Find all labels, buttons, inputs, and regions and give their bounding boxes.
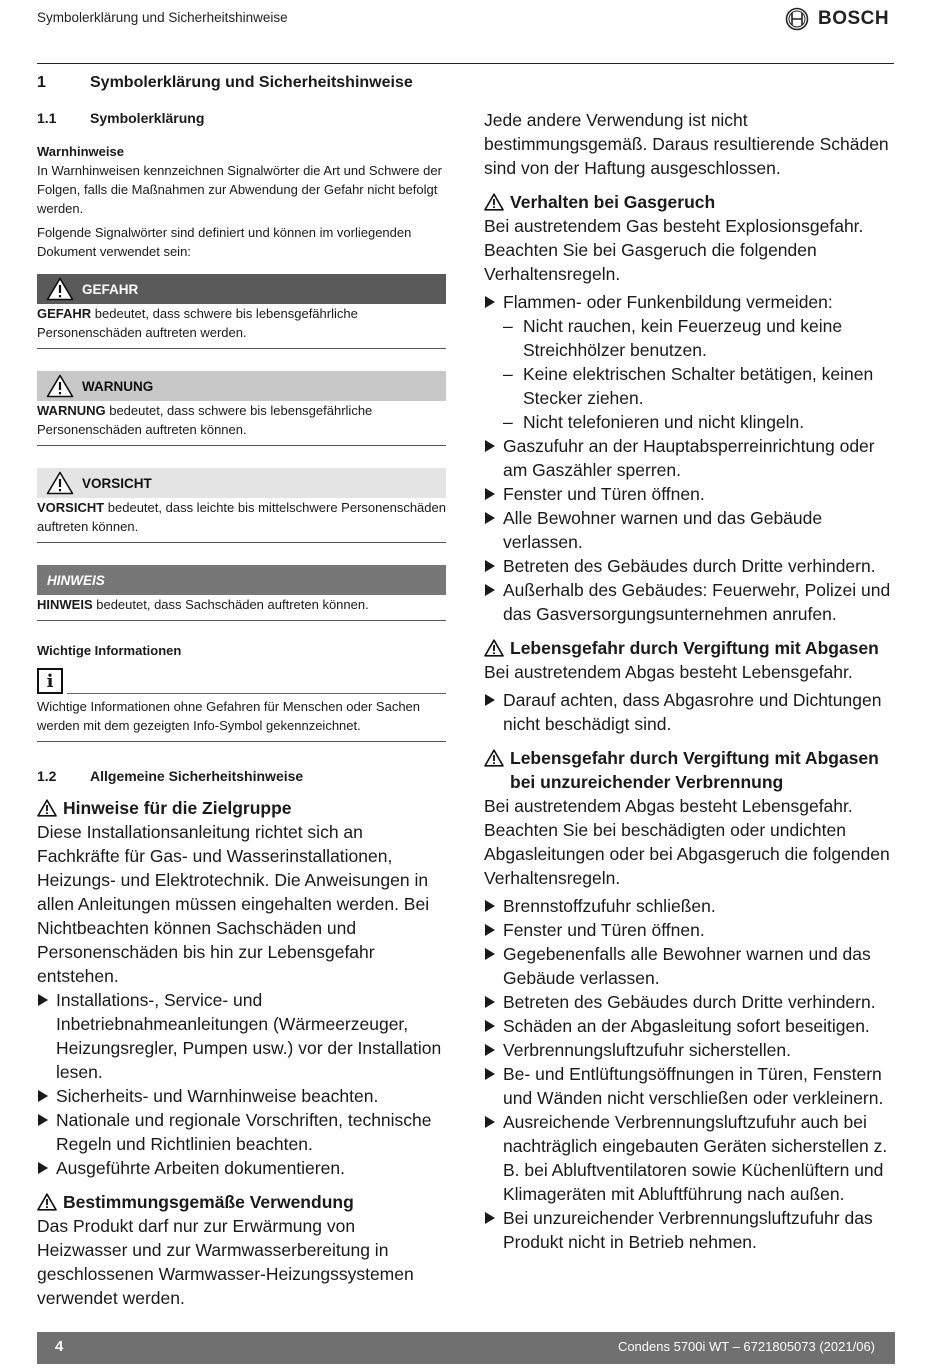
list-item: Ausreichende Verbrennungsluftzufuhr auch bei nachträglich eingebauten Geräten sicherstellen z. B. bei Abluftventilatoren sowie Küchenlüftern und Klimageräten mit Abluftführung nach außen. [484, 1110, 896, 1206]
vorsicht-text [37, 498, 446, 543]
list-item: Betreten des Gebäudes durch Dritte verhindern. [484, 554, 896, 578]
list-item: Außerhalb des Gebäudes: Feuerwehr, Polizei und das Gasversorgungsunternehmen anrufen. [484, 578, 896, 626]
section-title: Symbolerklärung [90, 110, 205, 126]
list-item: Gegebenenfalls alle Bewohner warnen und das Gebäude verlassen. [484, 942, 896, 990]
abgas1-list [484, 688, 896, 736]
abgas2-list [484, 894, 896, 1254]
gefahr-bar [37, 274, 446, 304]
list-item: Fenster und Türen öffnen. [484, 482, 896, 506]
warning-triangle-icon [37, 796, 63, 820]
verwendung-title: Bestimmungsgemäße Verwendung [63, 1192, 354, 1212]
list-item: Betreten des Gebäudes durch Dritte verhindern. [484, 990, 896, 1014]
warnung-description: bedeutet, dass schwere bis lebensgefährliche Personenschäden auftreten können. [37, 403, 373, 437]
warning-triangle-icon [37, 468, 82, 498]
verwendung-text: Das Produkt darf nur zur Erwärmung von Heizwasser und zur Warmwasserbereitung in geschlossenen Warmwasser-Heizungssystemen verwendet werden. [37, 1216, 414, 1308]
warnhinweise-paragraph-1: In Warnhinweisen kennzeichnen Signalwörter die Art und Schwere der Folgen, falls die Maßnahmen zur Abwendung der Gefahr nicht befolgt werden. [37, 163, 442, 216]
list-item: Fenster und Türen öffnen. [484, 918, 896, 942]
zielgruppe-heading [37, 796, 446, 820]
list-item: Darauf achten, dass Abgasrohre und Dichtungen nicht beschädigt sind. [484, 688, 896, 736]
bosch-armature-icon [785, 7, 809, 31]
gefahr-text [37, 304, 446, 349]
abgas1-text: Bei austretendem Abgas besteht Lebensgefahr. [484, 662, 853, 682]
abgas1-title: Lebensgefahr durch Vergiftung mit Abgasen [510, 638, 879, 658]
list-item: Bei unzureichender Verbrennungsluftzufuhr das Produkt nicht in Betrieb nehmen. [484, 1206, 896, 1254]
hinweis-bar [37, 565, 446, 595]
warning-triangle-icon [484, 190, 510, 214]
section-title: Symbolerklärung und Sicherheitshinweise [90, 74, 413, 91]
brand-name: BOSCH [818, 8, 890, 29]
list-item: Verbrennungsluftzufuhr sicherstellen. [484, 1038, 896, 1062]
vorsicht-word: VORSICHT [37, 500, 105, 515]
warnung-text [37, 401, 446, 446]
document-reference: Condens 5700i WT – 6721805073 (2021/06) [617, 1339, 875, 1354]
list-item: Brennstoffzufuhr schließen. [484, 894, 896, 918]
sublist-item: – Nicht telefonieren und nicht klingeln. [503, 410, 896, 434]
gasgeruch-title: Verhalten bei Gasgeruch [510, 192, 716, 212]
hinweis-word: HINWEIS [37, 597, 93, 612]
vorsicht-bar [37, 468, 446, 498]
section-number: 1.1 [37, 110, 57, 126]
warning-triangle-icon [37, 1190, 63, 1214]
warning-triangle-icon [484, 746, 510, 794]
warning-triangle-icon [37, 274, 82, 304]
hinweis-description: bedeutet, dass Sachschäden auftreten können. [92, 597, 369, 612]
left-column [37, 72, 446, 1310]
section-title: Allgemeine Sicherheitshinweise [90, 768, 304, 784]
gasgeruch-list [484, 290, 896, 626]
section-number: 1.2 [37, 768, 57, 784]
info-icon: i [37, 668, 63, 694]
list-item: Gaszufuhr an der Hauptabsperreinrichtung oder am Gaszähler sperren. [484, 434, 896, 482]
list-item: Schäden an der Abgasleitung sofort beseitigen. [484, 1014, 896, 1038]
verwendung-heading [37, 1190, 446, 1214]
list-item [484, 290, 896, 434]
list-item: Be- und Entlüftungsöffnungen in Türen, Fenstern und Wänden nicht verschließen oder verkleinern. [484, 1062, 896, 1110]
warnung-bar [37, 371, 446, 401]
section-number: 1 [37, 74, 46, 91]
hinweis-text [37, 595, 446, 621]
vorsicht-label: VORSICHT [82, 475, 152, 491]
list-item: Alle Bewohner warnen und das Gebäude verlassen. [484, 506, 896, 554]
gasgeruch-sublist [503, 314, 896, 434]
gasgeruch-heading [484, 190, 896, 214]
gasgeruch-text: Bei austretendem Gas besteht Explosionsgefahr. Beachten Sie bei Gasgeruch die folgenden Verhaltensregeln. [484, 216, 864, 284]
header-rule [37, 63, 894, 64]
right-column [484, 108, 896, 1254]
abgas2-text: Bei austretendem Abgas besteht Lebensgefahr. Beachten Sie bei beschädigten oder undichten Abgasleitungen oder bei Abgasgeruch die folgenden Verhaltensregeln. [484, 796, 890, 888]
info-rule [67, 692, 446, 694]
gefahr-label: GEFAHR [82, 281, 139, 297]
warning-triangle-icon [37, 371, 82, 401]
abgas2-heading [484, 746, 896, 794]
abgas1-heading [484, 636, 896, 660]
vorsicht-description: bedeutet, dass leichte bis mittelschwere Personenschäden auftreten können. [37, 500, 446, 534]
zielgruppe-title: Hinweise für die Zielgruppe [63, 798, 292, 818]
zielgruppe-list [37, 988, 446, 1180]
footer-bar [37, 1332, 895, 1364]
warnhinweise-paragraph-2: Folgende Signalwörter sind definiert und können im vorliegenden Dokument verwendet sein: [37, 225, 412, 259]
wichtig-text: Wichtige Informationen ohne Gefahren für Menschen oder Sachen werden mit dem gezeigten Info-Symbol gekennzeichnet. [37, 697, 446, 742]
sublist-item: – Nicht rauchen, kein Feuerzeug und keine Streichhölzer benutzen. [503, 314, 896, 362]
zielgruppe-text: Diese Installationsanleitung richtet sich an Fachkräfte für Gas- und Wasserinstallationen, Heizungs- und Elektrotechnik. Die Anweisungen in allen Anleitungen müssen eingehalten werden. Bei Nichtbeachten können Sachschäden und Personenschäden bis hin zur Lebensgefahr entstehen. [37, 822, 430, 986]
section-1-2-heading [37, 766, 446, 786]
gefahr-description: bedeutet, dass schwere bis lebensgefährliche Personenschäden auftreten werden. [37, 306, 358, 340]
warnung-label: WARNUNG [82, 378, 154, 394]
verwendung-continued: Jede andere Verwendung ist nicht bestimmungsgemäß. Daraus resultierende Schäden sind von der Haftung ausgeschlossen. [484, 110, 889, 178]
hinweis-label: HINWEIS [47, 572, 105, 588]
gefahr-word: GEFAHR [37, 306, 92, 321]
section-1-heading [37, 72, 446, 94]
list-item: Sicherheits- und Warnhinweise beachten. [37, 1084, 446, 1108]
list-item: Nationale und regionale Vorschriften, technische Regeln und Richtlinien beachten. [37, 1108, 446, 1156]
wichtig-title: Wichtige Informationen [37, 643, 182, 658]
list-item: Ausgeführte Arbeiten dokumentieren. [37, 1156, 446, 1180]
info-row [37, 668, 446, 694]
warnhinweise-title: Warnhinweise [37, 144, 124, 159]
warning-triangle-icon [484, 636, 510, 660]
warnung-word: WARNUNG [37, 403, 106, 418]
abgas2-title: Lebensgefahr durch Vergiftung mit Abgasen bei unzureichender Verbrennung [510, 748, 879, 792]
section-1-1-heading [37, 108, 446, 128]
bosch-logo [785, 7, 889, 31]
list-item: Installations-, Service- und Inbetriebnahmeanleitungen (Wärmeerzeuger, Heizungsregler, Pumpen usw.) vor der Installation lesen. [37, 988, 446, 1084]
list-item-text: Flammen- oder Funkenbildung vermeiden: [503, 292, 833, 312]
page-number: 4 [55, 1338, 64, 1355]
running-header: Symbolerklärung und Sicherheitshinweise [37, 10, 288, 25]
sublist-item: – Keine elektrischen Schalter betätigen, keinen Stecker ziehen. [503, 362, 896, 410]
